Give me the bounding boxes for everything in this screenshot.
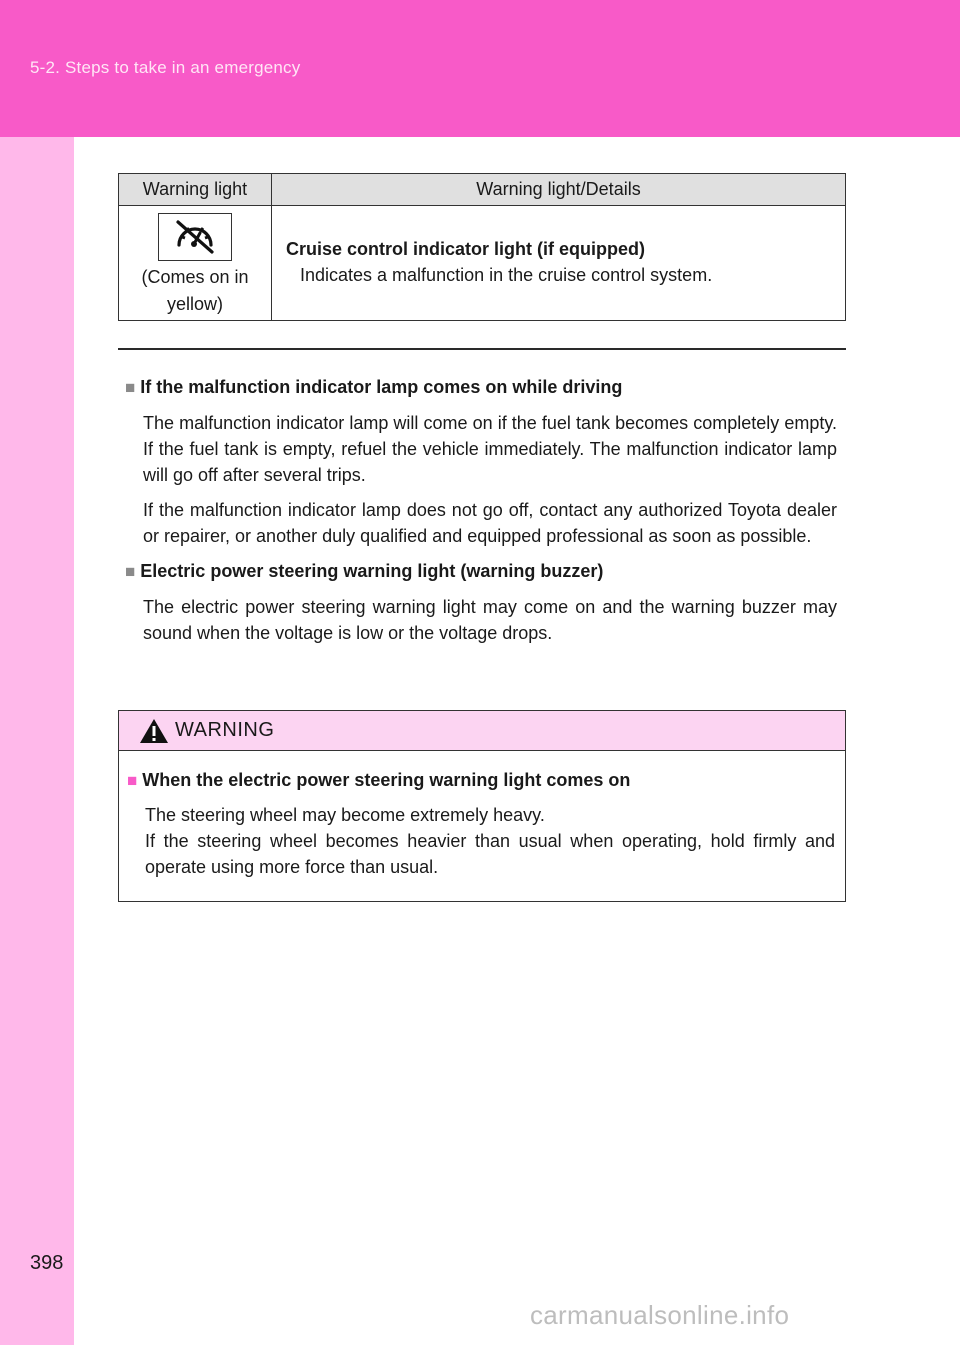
sub-heading: ■ If the malfunction indicator lamp comes on while driving — [125, 377, 623, 397]
cruise-control-gauge-icon — [158, 213, 232, 261]
page-number: 398 — [30, 1252, 64, 1274]
side-band — [0, 137, 74, 1345]
bullet-icon: ■ — [125, 562, 136, 581]
col-header-details: Warning light/Details — [476, 179, 641, 199]
warning-light-description: Indicates a malfunction in the cruise control system. — [300, 265, 713, 285]
paragraph: The malfunction indicator lamp will come on if the fuel tank becomes completely empty. If the fuel tank is empty, refuel the vehicle immediately. The malfunction indicator lamp will go off after several trips. — [143, 413, 837, 485]
table-row — [119, 206, 845, 320]
table-header — [119, 174, 845, 206]
warning-triangle-icon — [139, 718, 169, 744]
sub-heading: ■ Electric power steering warning light (warning buzzer) — [125, 561, 604, 581]
notes-section — [125, 374, 837, 646]
bullet-icon: ■ — [127, 771, 138, 790]
details-cell — [272, 206, 845, 320]
paragraph: If the malfunction indicator lamp does not go off, contact any authorized Toyota dealer or repairer, or another duly qualified and equipped professional as soon as possible. — [143, 500, 837, 546]
warning-text: The steering wheel may become extremely heavy. If the steering wheel becomes heavier than usual when operating, hold firmly and operate using more force than usual. — [145, 805, 835, 877]
warning-box — [118, 710, 846, 902]
col-header-warning-light: Warning light — [119, 174, 272, 205]
footer-watermark: carmanualsonline.info — [530, 1300, 790, 1330]
divider — [118, 348, 846, 350]
warning-body — [119, 751, 845, 880]
warning-light-cell — [119, 206, 272, 320]
paragraph: The electric power steering warning light may come on and the warning buzzer may sound when the voltage is low or the voltage drops. — [143, 597, 837, 643]
section-title: 5-2. Steps to take in an emergency — [30, 58, 301, 77]
warning-header — [119, 711, 845, 751]
warning-light-title: Cruise control indicator light (if equipped) — [286, 239, 645, 259]
warning-light-table — [118, 173, 846, 321]
icon-note: (Comes on in yellow) — [141, 267, 249, 314]
warning-label: WARNING — [175, 719, 275, 741]
bullet-icon: ■ — [125, 378, 136, 397]
warning-heading: ■ When the electric power steering warning light comes on — [127, 770, 631, 790]
